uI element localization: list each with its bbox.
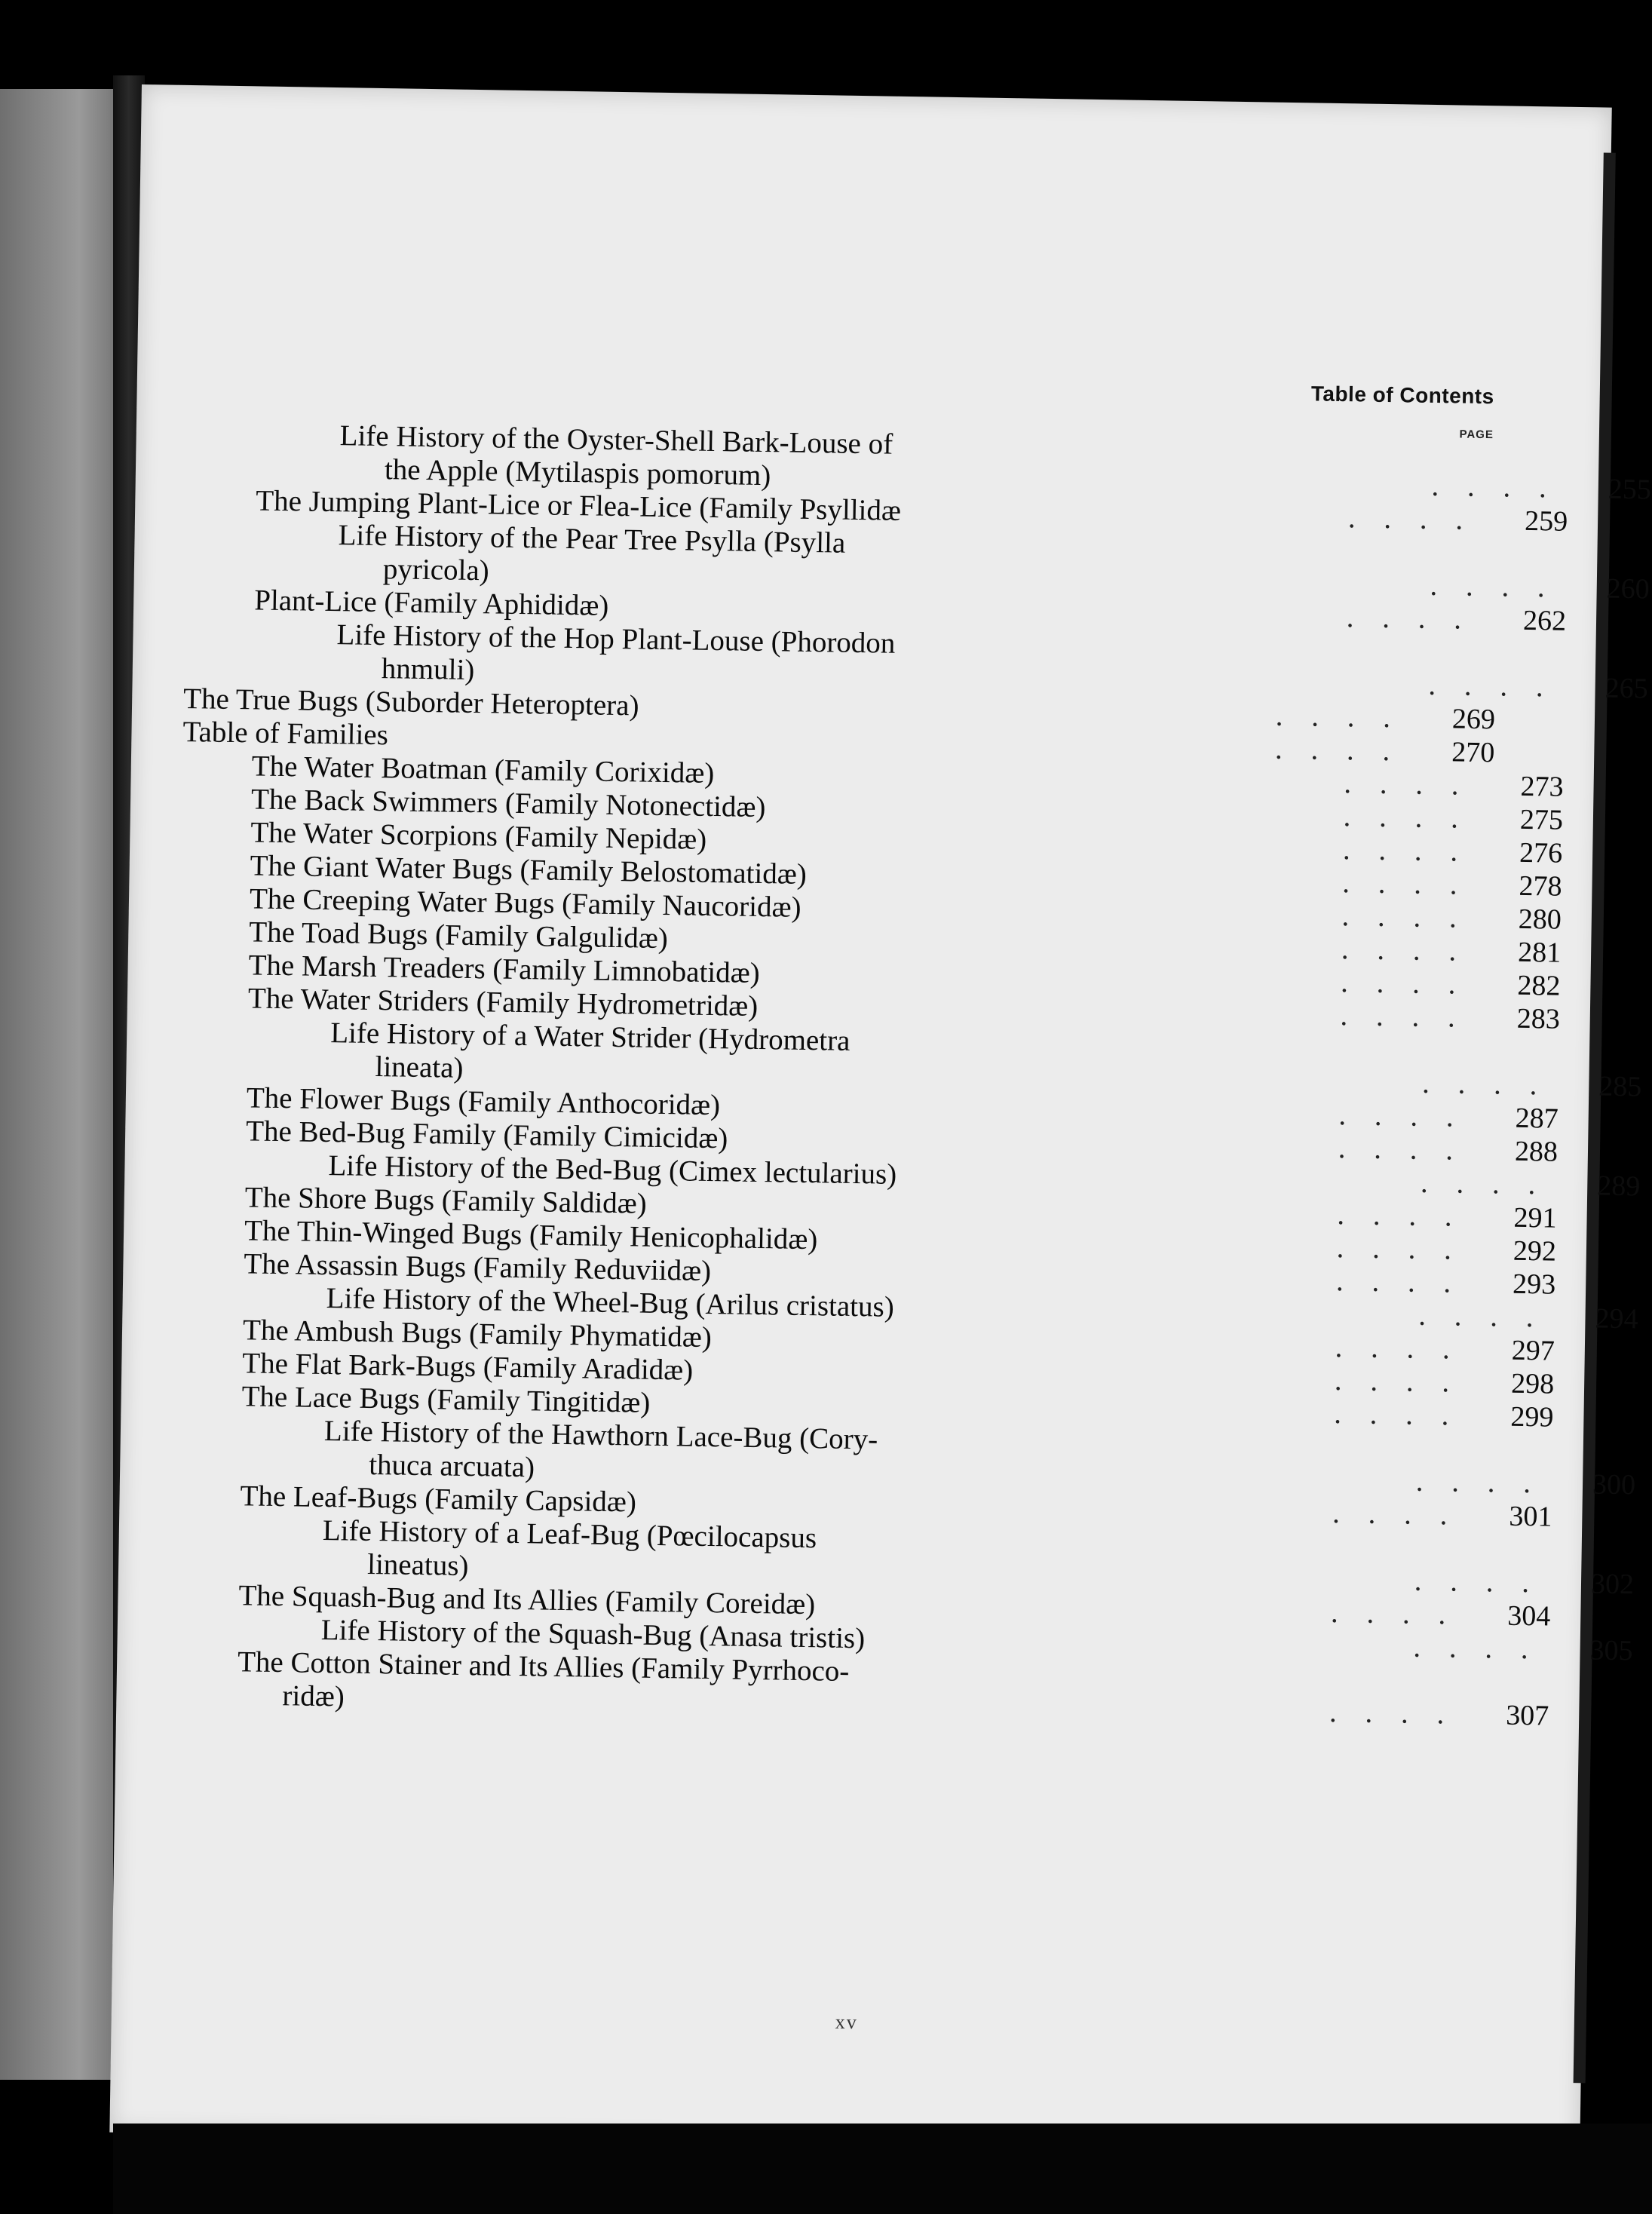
toc-entry-title: Life History of a Leaf-Bug (Pœcilocapsus — [322, 1514, 817, 1555]
toc-entry-title: Life History of the Hawthorn Lace-Bug (Cory- — [323, 1415, 878, 1456]
toc-page-number: 260 — [1606, 572, 1650, 606]
toc-page-number: 304 — [1506, 1599, 1551, 1633]
dot-leader: . . . . — [1431, 469, 1558, 504]
dot-leader: . . . . — [1420, 1166, 1546, 1201]
dot-leader: . . . . — [1418, 1299, 1544, 1334]
page-column-label: PAGE — [1459, 428, 1494, 442]
toc-page-number: 278 — [1519, 869, 1562, 903]
toc-page-number: 289 — [1596, 1170, 1641, 1203]
page-folio: xv — [835, 2010, 858, 2034]
toc-entry-title: Life History of the Oyster-Shell Bark-Louse of — [339, 419, 893, 461]
toc-page-number: 282 — [1517, 969, 1561, 1002]
dot-leader: . . . . — [1332, 1497, 1458, 1532]
dot-leader: . . . . — [1344, 767, 1470, 802]
dot-leader: . . . . — [1343, 800, 1470, 835]
toc-entry-title: The Shore Bugs (Family Saldidæ) — [244, 1181, 648, 1220]
toc-entry-title: The Water Striders (Family Hydrometridæ) — [247, 982, 759, 1023]
toc-page-number: 292 — [1513, 1234, 1557, 1268]
toc-entry-title: The Leaf-Bugs (Family Capsidæ) — [240, 1480, 637, 1519]
toc-page-number: 265 — [1604, 672, 1648, 705]
dot-leader: . . . . — [1335, 1331, 1461, 1366]
toc-page-number: 255 — [1608, 473, 1652, 506]
toc-page-number: 297 — [1511, 1334, 1555, 1367]
dot-leader: . . . . — [1430, 569, 1556, 604]
toc-entry-title: Life History of the Bed-Bug (Cimex lectularius) — [328, 1149, 897, 1191]
toc-entry-title: Plant-Lice (Family Aphididæ) — [253, 584, 609, 622]
toc-page-number: 300 — [1592, 1468, 1636, 1501]
dot-leader: . . . . — [1274, 732, 1401, 768]
toc-page-number: 291 — [1513, 1201, 1557, 1234]
toc-page-number: 301 — [1509, 1500, 1552, 1533]
dot-leader: . . . . — [1346, 601, 1473, 636]
toc-entry-title: The Giant Water Bugs (Family Belostomatidæ) — [250, 849, 808, 891]
toc-page-number: 307 — [1505, 1699, 1549, 1732]
toc-entry-title: The Cotton Stainer and Its Allies (Family Pyrrhoco- — [237, 1645, 850, 1688]
toc-entry-title-continued: the Apple (Mytilaspis pomorum) — [384, 453, 771, 492]
toc-entry-title: The Water Scorpions (Family Nepidæ) — [250, 816, 707, 856]
toc-page-number: 269 — [1451, 703, 1496, 736]
dot-leader: . . . . — [1413, 1630, 1539, 1666]
dot-leader: . . . . — [1341, 866, 1468, 901]
toc-entry-title: Life History of a Water Strider (Hydrometra — [329, 1017, 851, 1057]
dot-leader: . . . . — [1275, 699, 1402, 734]
toc-page-number: 305 — [1589, 1634, 1633, 1667]
bottom-shadow — [113, 2124, 1652, 2214]
toc-page-number: 283 — [1516, 1002, 1561, 1035]
toc-entry-title: The Toad Bugs (Family Galgulidæ) — [249, 915, 669, 955]
book-page — [109, 84, 1652, 2155]
dot-leader: . . . . — [1342, 833, 1469, 868]
dot-leader: . . . . — [1333, 1397, 1460, 1432]
toc-entry-title: The Marsh Treaders (Family Limnobatidæ) — [248, 949, 761, 990]
toc-page-number: 293 — [1512, 1268, 1556, 1301]
toc-entry-title: Life History of the Hop Plant-Louse (Phorodon — [336, 618, 896, 660]
toc-entry-title-continued: lineata) — [375, 1050, 464, 1084]
toc-entry-title: The Flat Bark-Bugs (Family Aradidæ) — [242, 1347, 694, 1387]
toc-entry-title: The Back Swimmers (Family Notonectidæ) — [250, 783, 766, 824]
dot-leader: . . . . — [1428, 668, 1555, 704]
dot-leader: . . . . — [1334, 1364, 1460, 1399]
toc-entry-title-continued: hnmuli) — [381, 652, 475, 687]
toc-page-number: 285 — [1598, 1070, 1642, 1103]
toc-page-number: 281 — [1517, 936, 1562, 969]
toc-page-number: 280 — [1518, 903, 1562, 936]
toc-page-number: 262 — [1522, 604, 1567, 637]
toc-page-number: 299 — [1510, 1400, 1554, 1434]
dot-leader: . . . . — [1337, 1198, 1463, 1233]
dot-leader: . . . . — [1414, 1564, 1540, 1599]
toc-page-number: 298 — [1510, 1367, 1555, 1400]
toc-page-number: 302 — [1590, 1568, 1635, 1601]
toc-entry-title-continued: pyricola) — [382, 553, 490, 587]
toc-entry-title: The Jumping Plant-Lice or Flea-Lice (Family Psyllidæ — [256, 484, 902, 527]
toc-entry-title: The Ambush Bugs (Family Phymatidæ) — [242, 1314, 713, 1354]
toc-entry-title: The Assassin Bugs (Family Reduviidæ) — [244, 1247, 712, 1288]
toc-entry-title: The Lace Bugs (Family Tingitidæ) — [241, 1380, 651, 1419]
dot-leader: . . . . — [1338, 1099, 1465, 1133]
toc-page-number: 270 — [1451, 736, 1495, 769]
dot-leader: . . . . — [1330, 1596, 1457, 1631]
toc-entry-title: Life History of the Squash-Bug (Anasa tristis) — [320, 1613, 866, 1655]
dot-leader: . . . . — [1341, 900, 1468, 934]
toc-entry-title: Life History of the Pear Tree Psylla (Psylla — [338, 519, 846, 560]
toc-entry-title: The True Bugs (Suborder Heteroptera) — [182, 682, 639, 722]
dot-leader: . . . . — [1336, 1231, 1463, 1266]
toc-page-number: 294 — [1595, 1302, 1638, 1335]
toc-entry-title: Table of Families — [182, 715, 389, 752]
dot-leader: . . . . — [1338, 1132, 1464, 1167]
table-of-contents — [116, 416, 1652, 1732]
toc-entry-title-continued: lineatus) — [366, 1547, 469, 1583]
toc-entry-title: The Bed-Bug Family (Family Cimicidæ) — [245, 1115, 728, 1155]
toc-entry-title: Life History of the Wheel-Bug (Arilus cristatus) — [326, 1282, 895, 1323]
toc-entry-title: The Thin-Winged Bugs (Family Henicophalidæ) — [244, 1214, 818, 1256]
facing-page-edge — [0, 89, 113, 2080]
dot-leader: . . . . — [1340, 999, 1467, 1034]
running-head: Table of Contents — [1310, 382, 1494, 409]
toc-page-number: 287 — [1515, 1102, 1559, 1135]
dot-leader: . . . . — [1329, 1696, 1455, 1731]
dot-leader: . . . . — [1341, 933, 1467, 967]
dot-leader: . . . . — [1347, 501, 1474, 536]
dot-leader: . . . . — [1421, 1066, 1548, 1102]
dot-leader: . . . . — [1335, 1265, 1462, 1299]
toc-page-number: 288 — [1514, 1135, 1559, 1168]
toc-page-number: 276 — [1519, 836, 1563, 869]
toc-entry-title: The Flower Bugs (Family Anthocoridæ) — [246, 1081, 721, 1122]
toc-entry-title: The Creeping Water Bugs (Family Naucoridæ) — [249, 882, 801, 924]
toc-page-number: 273 — [1520, 770, 1564, 803]
toc-entry-title-continued: ridæ) — [282, 1679, 345, 1713]
dot-leader: . . . . — [1415, 1464, 1542, 1500]
dot-leader: . . . . — [1340, 966, 1467, 1001]
toc-entry-title-continued: thuca arcuata) — [368, 1448, 535, 1484]
toc-entry-title: The Water Boatman (Family Corixidæ) — [251, 750, 715, 790]
toc-entry-title: The Squash-Bug and Its Allies (Family Coreidæ) — [238, 1579, 816, 1621]
toc-page-number: 259 — [1524, 504, 1568, 538]
toc-page-number: 275 — [1519, 803, 1564, 836]
